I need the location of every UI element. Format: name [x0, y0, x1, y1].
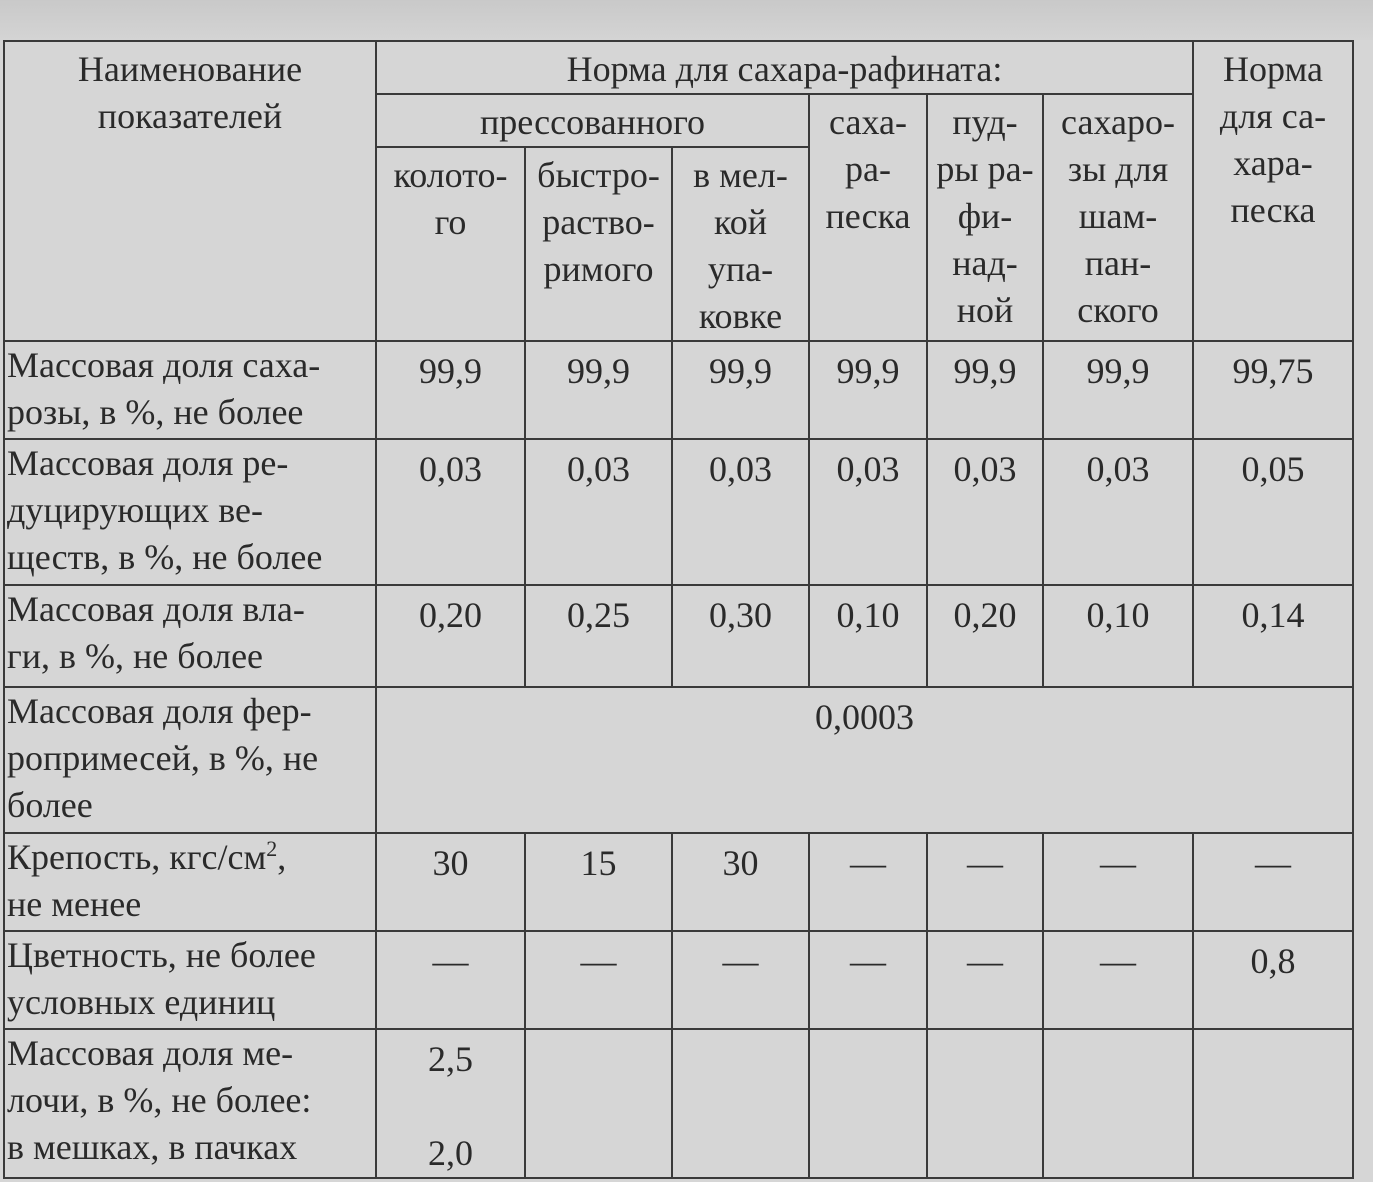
table-cell: 30	[672, 833, 809, 931]
table-row	[4, 1029, 1353, 1178]
table-cell: 0,30	[672, 585, 809, 687]
header-granulated-sugar-norm: Норма для са- хара- песка	[1193, 41, 1353, 341]
table-cell	[1043, 1029, 1193, 1178]
header-indicator-name: Наименование показателей	[4, 41, 376, 341]
table-cell: 0,8	[1193, 931, 1353, 1029]
table-cell	[1193, 1029, 1353, 1178]
table-cell: 0,03	[1043, 439, 1193, 585]
table-cell: 15	[525, 833, 672, 931]
table-cell: 0,03	[809, 439, 927, 585]
header-refined-sugar-group: Норма для сахара-рафината:	[376, 41, 1193, 94]
table-cell: —	[927, 833, 1043, 931]
table-row	[4, 687, 1353, 833]
table-cell	[525, 1029, 672, 1178]
table-cell: 2,5 2,0	[376, 1029, 525, 1178]
table-cell: 99,9	[672, 341, 809, 439]
table-cell: —	[1193, 833, 1353, 931]
table-row	[4, 439, 1353, 585]
table-cell: 99,9	[927, 341, 1043, 439]
sugar-quality-table	[3, 40, 1354, 1179]
table-row	[4, 341, 1353, 439]
table-cell	[927, 1029, 1043, 1178]
row-label-strength: Крепость, кгс/$см^2$, не менее	[4, 833, 376, 931]
table-cell: 99,9	[525, 341, 672, 439]
table-cell: 30	[376, 833, 525, 931]
row-label-moisture: Массовая доля вла- ги, в %, не более	[4, 585, 376, 687]
table-row	[4, 931, 1353, 1029]
header-pressed-group: прессованного	[376, 94, 809, 147]
table-cell: 0,03	[927, 439, 1043, 585]
header-col-quick-dissolving: быстро- раство- римого	[525, 147, 672, 341]
row-label-sucrose: Массовая доля саха- розы, в %, не более	[4, 341, 376, 439]
table-cell: —	[1043, 833, 1193, 931]
header-col-granulated-refined: саха- ра- песка	[809, 94, 927, 341]
table-cell: —	[809, 931, 927, 1029]
table-row	[4, 585, 1353, 687]
table-cell: 0,03	[672, 439, 809, 585]
table-cell: —	[1043, 931, 1193, 1029]
table-cell: 0,20	[376, 585, 525, 687]
table-cell: 99,9	[1043, 341, 1193, 439]
table-cell: —	[809, 833, 927, 931]
table-cell	[809, 1029, 927, 1178]
table-cell: 0,10	[1043, 585, 1193, 687]
table-cell: 99,9	[376, 341, 525, 439]
header-col-refined-powder: пуд- ры ра- фи- над- ной	[927, 94, 1043, 341]
row-label-fines: Массовая доля ме- лочи, в %, не более: в мешках, в пачках	[4, 1029, 376, 1178]
table-row	[4, 833, 1353, 931]
page-top-margin	[0, 0, 1373, 40]
header-col-chipped: колото- го	[376, 147, 525, 341]
table-cell: 0,05	[1193, 439, 1353, 585]
table-cell: 0,20	[927, 585, 1043, 687]
row-label-ferro-impurities: Массовая доля фер- ропримесей, в %, не более	[4, 687, 376, 833]
table-cell	[672, 1029, 809, 1178]
table-cell: 0,10	[809, 585, 927, 687]
header-col-champagne-sucrose: сахаро- зы для шам- пан- ского	[1043, 94, 1193, 341]
table-cell: 0,03	[376, 439, 525, 585]
table-cell: 0,14	[1193, 585, 1353, 687]
table-cell: 0,25	[525, 585, 672, 687]
table-cell: 99,9	[809, 341, 927, 439]
header-col-small-package: в мел- кой упа- ковке	[672, 147, 809, 341]
merged-value-cell: 0,0003	[376, 687, 1353, 833]
row-label-color: Цветность, не более условных единиц	[4, 931, 376, 1029]
table-cell: 99,75	[1193, 341, 1353, 439]
table-cell: —	[525, 931, 672, 1029]
table-cell: —	[672, 931, 809, 1029]
table-cell: —	[927, 931, 1043, 1029]
table-cell: 0,03	[525, 439, 672, 585]
table-cell: —	[376, 931, 525, 1029]
row-label-reducing-substances: Массовая доля ре- дуцирующих ве- ществ, в %, не более	[4, 439, 376, 585]
